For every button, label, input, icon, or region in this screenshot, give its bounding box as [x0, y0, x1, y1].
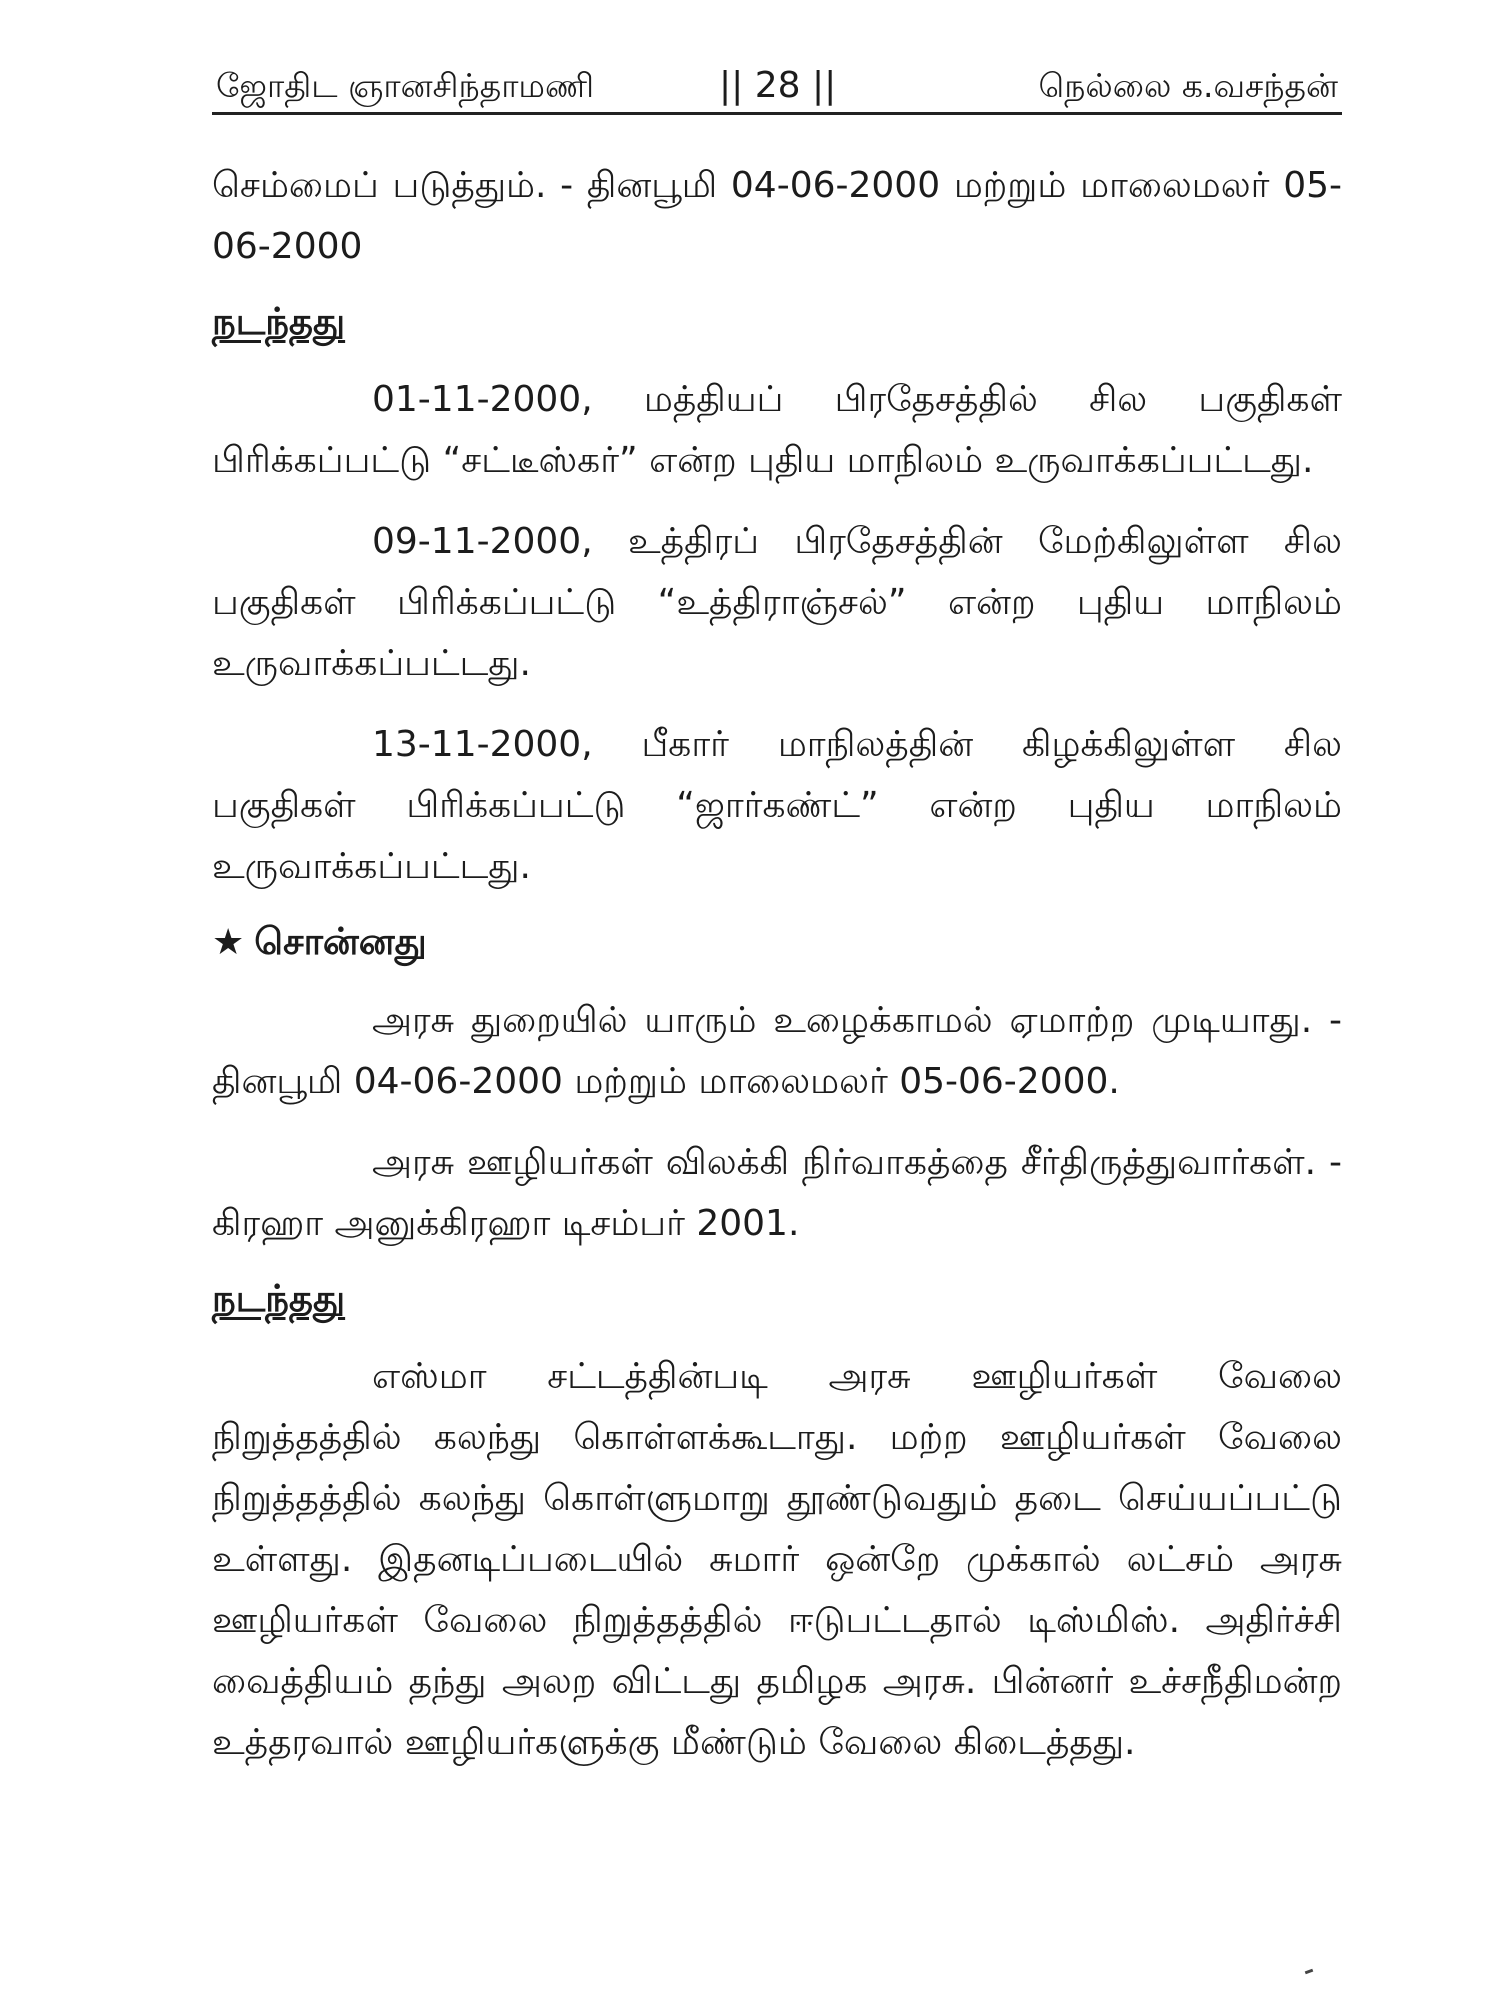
section-heading-said-label: சொன்னது: [254, 920, 427, 963]
paragraph-uttaranchal: 09-11-2000, உத்திரப் பிரதேசத்தின் மேற்கிலுள்ள சில பகுதிகள் பிரிக்கப்பட்டு “உத்திராஞ்சல்” என்ற புதிய மாநிலம் உருவாக்கப்பட்டது.: [212, 521, 1342, 684]
paragraph-chhattisgarh: 01-11-2000, மத்தியப் பிரதேசத்தில் சில பகுதிகள் பிரிக்கப்பட்டு “சட்டீஸ்கர்” என்ற புதிய மாநிலம் உருவாக்கப்பட்டது.: [212, 379, 1342, 481]
page-number: || 28 ||: [719, 65, 837, 106]
paragraph-prediction-end: செம்மைப் படுத்தும். - தினபூமி 04-06-2000 மற்றும் மாலைமலர் 05-06-2000: [212, 165, 1342, 267]
paragraph-govt-employees: அரசு ஊழியர்கள் விலக்கி நிர்வாகத்தை சீர்திருத்துவார்கள். - கிரஹா அனுக்கிரஹா டிசம்பர் 2001.: [212, 1142, 1342, 1244]
star-icon: ★: [212, 922, 245, 963]
ink-speck: [1305, 1969, 1314, 1975]
section-heading-said: [212, 917, 1342, 968]
section-heading-happened-2: நடந்தது: [212, 1277, 346, 1320]
paragraph-esma: எஸ்மா சட்டத்தின்படி அரசு ஊழியர்கள் வேலை நிறுத்தத்தில் கலந்து கொள்ளக்கூடாது. மற்ற ஊழியர்கள் வேலை நிறுத்தத்தில் கலந்து கொள்ளுமாறு தூண்டுவதும் தடை செய்யப்பட்டு உள்ளது. இதனடிப்படையில் சுமார் ஒன்றே முக்கால் லட்சம் அரசு ஊழியர்கள் வேலை நிறுத்தத்தில் ஈடுபட்டதால் டிஸ்மிஸ். அதிர்ச்சி வைத்தியம் தந்து அலற விட்டது தமிழக அரசு. பின்னர் உச்சநீதிமன்ற உத்தரவால் ஊழியர்களுக்கு மீண்டும் வேலை கிடைத்தது.: [212, 1356, 1342, 1763]
paragraph-jharkhand: 13-11-2000, பீகார் மாநிலத்தின் கிழக்கிலுள்ள சில பகுதிகள் பிரிக்கப்பட்டு “ஜார்கண்ட்” என்ற புதிய மாநிலம் உருவாக்கப்பட்டது.: [212, 724, 1342, 887]
book-title: ஜோதிட ஞானசிந்தாமணி: [216, 66, 595, 105]
book-page: [212, 60, 1342, 1793]
author-name: நெல்லை க.வசந்தன்: [1038, 66, 1338, 105]
paragraph-govt-department: அரசு துறையில் யாரும் உழைக்காமல் ஏமாற்ற முடியாது. - தினபூமி 04-06-2000 மற்றும் மாலைமலர் 05-06-2000.: [212, 1000, 1342, 1102]
page-header: [212, 60, 1342, 115]
section-heading-happened-1: நடந்தது: [212, 300, 346, 343]
page-body: [212, 115, 1342, 1773]
